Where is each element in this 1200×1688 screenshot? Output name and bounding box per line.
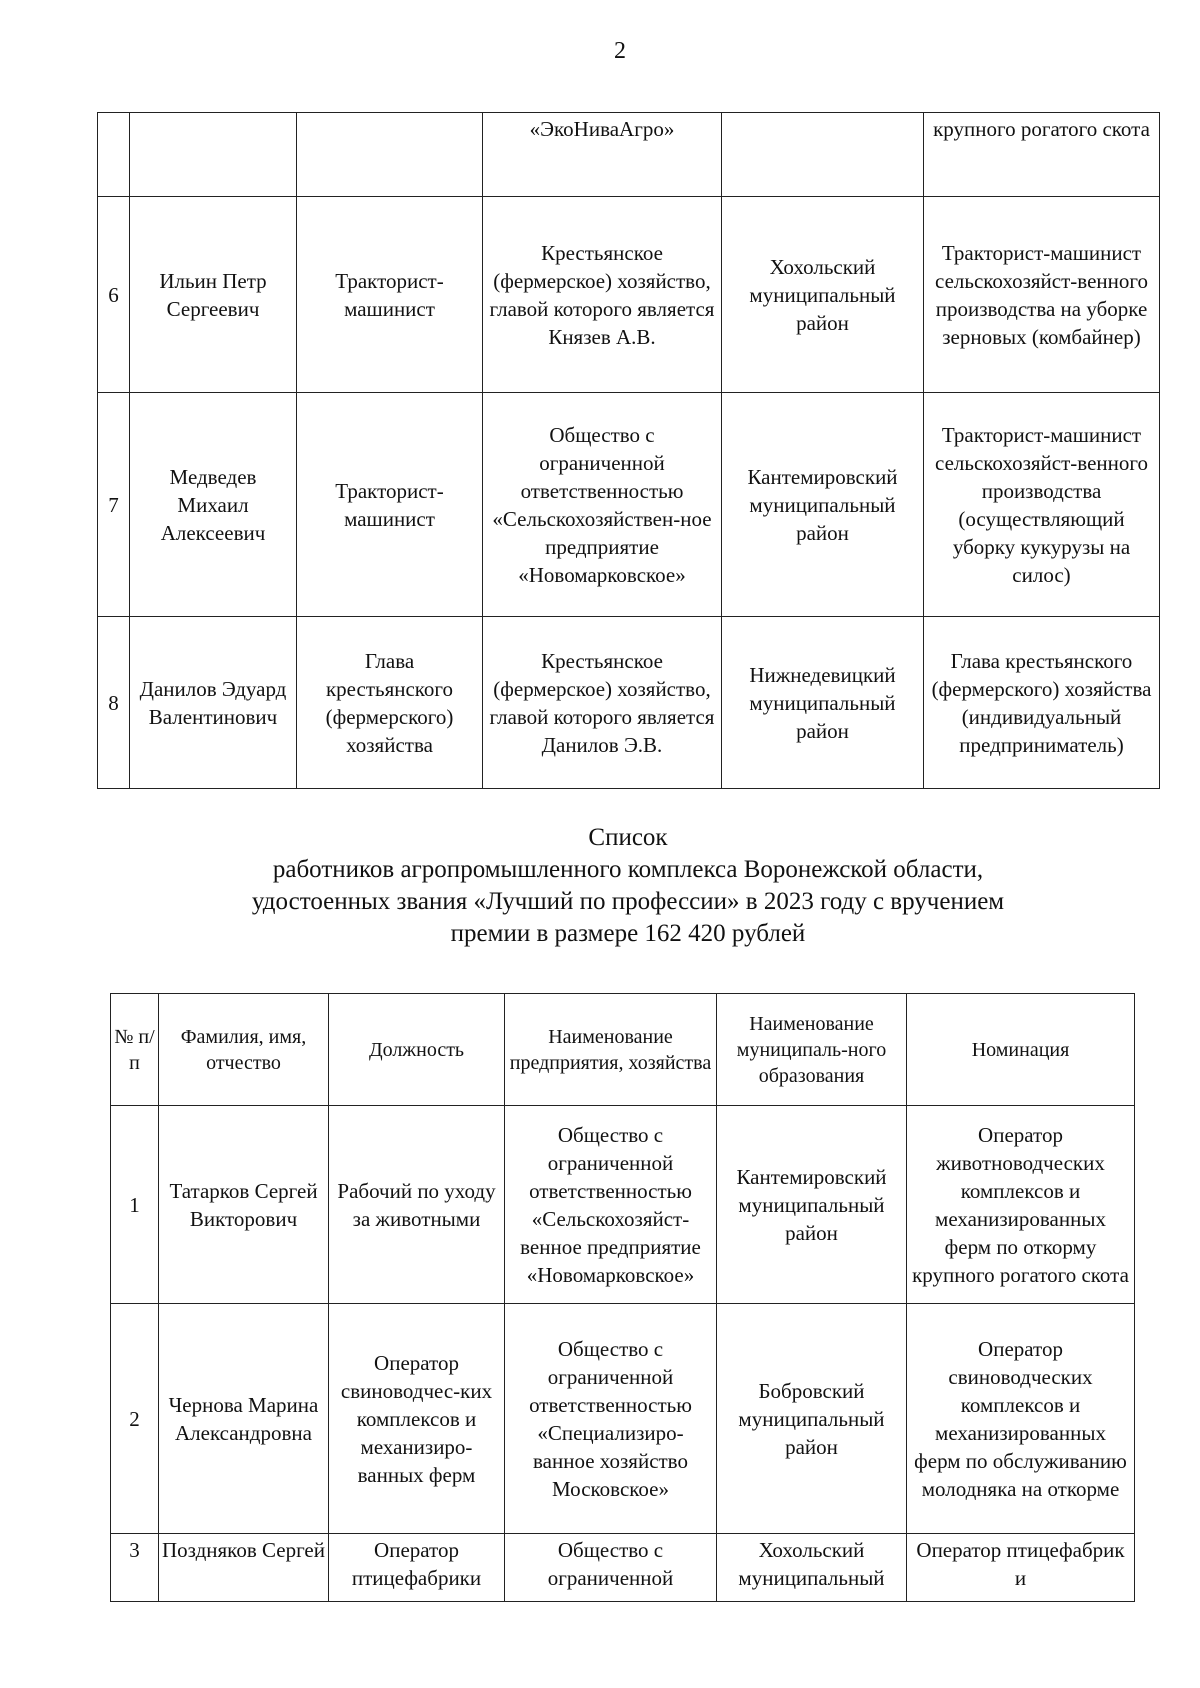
- cell-enterprise: «ЭкоНиваАгро»: [483, 113, 722, 197]
- cell-num: 7: [98, 393, 130, 617]
- cell-name: Татарков Сергей Викторович: [159, 1106, 329, 1304]
- cell-position: Глава крестьянского (фермерского) хозяйства: [297, 617, 483, 789]
- cell-num: [98, 113, 130, 197]
- cell-nomination: Оператор животноводческих комплексов и механизированных ферм по откорму крупного рогатого скота: [907, 1106, 1135, 1304]
- cell-district: Хохольский муниципальный: [717, 1534, 907, 1602]
- cell-name: [130, 113, 297, 197]
- awardees-table: [110, 993, 1135, 1602]
- heading-line-4: премии в размере 162 420 рублей: [450, 920, 806, 947]
- cell-position: Рабочий по уходу за животными: [329, 1106, 505, 1304]
- cell-num: 1: [111, 1106, 159, 1304]
- header-name: Фамилия, имя, отчество: [159, 994, 329, 1106]
- header-district: Наименование муниципаль-ного образования: [717, 994, 907, 1106]
- cell-position: [297, 113, 483, 197]
- cell-enterprise: Общество с ограниченной ответственностью «Сельскохозяйст-венное предприятие «Новомарковское»: [505, 1106, 717, 1304]
- page-number: 2: [614, 38, 626, 64]
- table-row: [111, 1106, 1135, 1304]
- cell-num: 3: [111, 1534, 159, 1602]
- cell-position: Тракторист-машинист: [297, 197, 483, 393]
- heading-line-3: удостоенных звания «Лучший по профессии» в 2023 году с вручением: [251, 888, 1005, 915]
- cell-num: 8: [98, 617, 130, 789]
- awardees-table-continued: [97, 112, 1160, 789]
- header-enterprise: Наименование предприятия, хозяйства: [505, 994, 717, 1106]
- cell-position: Оператор свиноводчес-ких комплексов и механизиро-ванных ферм: [329, 1304, 505, 1534]
- table-row: [111, 1304, 1135, 1534]
- cell-district: Нижнедевицкий муниципальный район: [722, 617, 924, 789]
- cell-nomination: Оператор свиноводческих комплексов и механизированных ферм по обслуживанию молодняка на откорме: [907, 1304, 1135, 1534]
- cell-position: Тракторист-машинист: [297, 393, 483, 617]
- heading-line-2: работников агропромышленного комплекса Воронежской области,: [272, 856, 984, 883]
- cell-district: Бобровский муниципальный район: [717, 1304, 907, 1534]
- table-header-row: [111, 994, 1135, 1106]
- cell-position: Оператор птицефабрики: [329, 1534, 505, 1602]
- cell-name: Медведев Михаил Алексеевич: [130, 393, 297, 617]
- cell-district: Кантемировский муниципальный район: [722, 393, 924, 617]
- cell-name: Поздняков Сергей: [159, 1534, 329, 1602]
- cell-district: [722, 113, 924, 197]
- cell-nomination: Глава крестьянского (фермерского) хозяйства (индивидуальный предприниматель): [924, 617, 1160, 789]
- cell-name: Данилов Эдуард Валентинович: [130, 617, 297, 789]
- heading-line-1: Список: [588, 824, 668, 851]
- header-num: № п/п: [111, 994, 159, 1106]
- cell-name: Ильин Петр Сергеевич: [130, 197, 297, 393]
- table-row: [98, 393, 1160, 617]
- header-nomination: Номинация: [907, 994, 1135, 1106]
- cell-district: Хохольский муниципальный район: [722, 197, 924, 393]
- cell-nomination: Тракторист-машинист сельскохозяйст-венного производства на уборке зерновых (комбайнер): [924, 197, 1160, 393]
- cell-enterprise: Крестьянское (фермерское) хозяйство, главой которого является Данилов Э.В.: [483, 617, 722, 789]
- table-row: [111, 1534, 1135, 1602]
- cell-nomination: крупного рогатого скота: [924, 113, 1160, 197]
- table-row: [98, 113, 1160, 197]
- table-row: [98, 617, 1160, 789]
- cell-num: 2: [111, 1304, 159, 1534]
- cell-district: Кантемировский муниципальный район: [717, 1106, 907, 1304]
- cell-nomination: Оператор птицефабрик и: [907, 1534, 1135, 1602]
- cell-enterprise: Общество с ограниченной: [505, 1534, 717, 1602]
- list-heading: [97, 822, 1159, 950]
- cell-num: 6: [98, 197, 130, 393]
- header-position: Должность: [329, 994, 505, 1106]
- cell-enterprise: Общество с ограниченной ответственностью «Сельскохозяйствен-ное предприятие «Новомарковское»: [483, 393, 722, 617]
- cell-name: Чернова Марина Александровна: [159, 1304, 329, 1534]
- table-row: [98, 197, 1160, 393]
- cell-nomination: Тракторист-машинист сельскохозяйст-венного производства (осуществляющий уборку кукурузы на силос): [924, 393, 1160, 617]
- cell-enterprise: Общество с ограниченной ответственностью «Специализиро-ванное хозяйство Московское»: [505, 1304, 717, 1534]
- cell-enterprise: Крестьянское (фермерское) хозяйство, главой которого является Князев А.В.: [483, 197, 722, 393]
